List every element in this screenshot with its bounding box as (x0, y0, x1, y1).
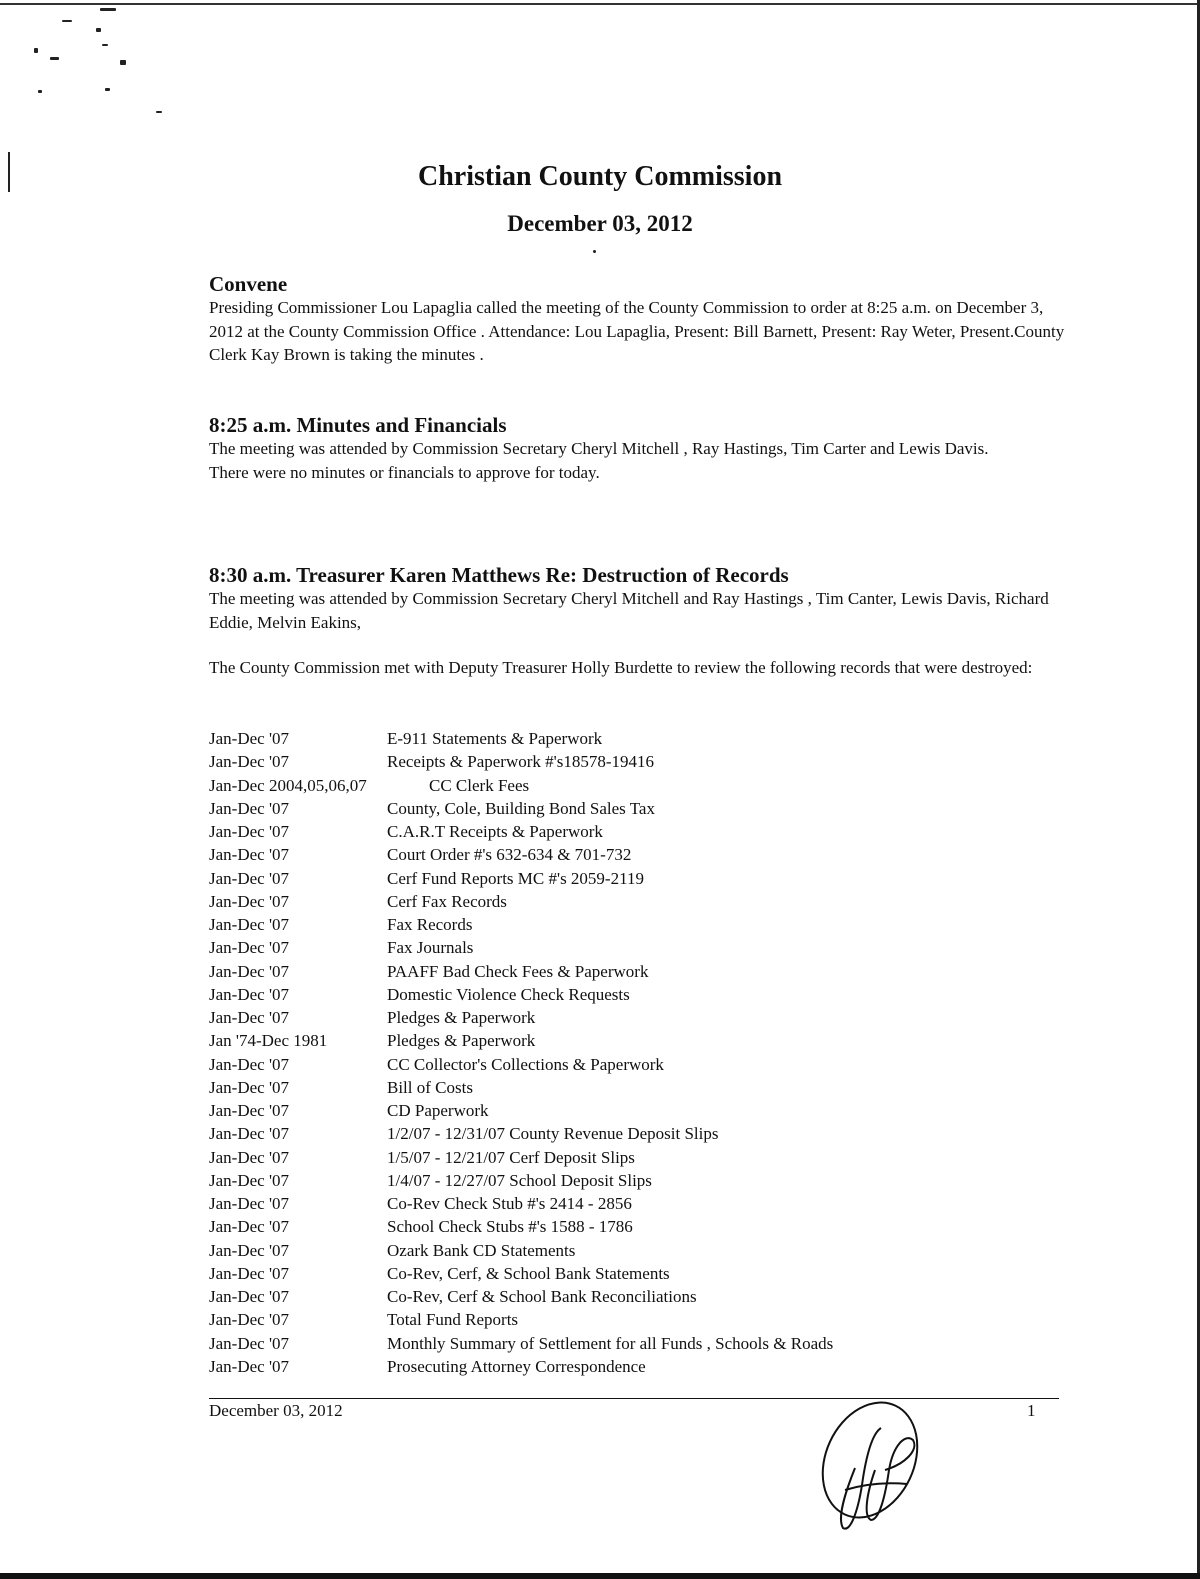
record-row (209, 1053, 1069, 1076)
record-row (209, 1215, 1069, 1238)
scan-speck (38, 90, 42, 93)
record-description: Monthly Summary of Settlement for all Funds , Schools & Roads (387, 1333, 834, 1353)
record-row (209, 1146, 1069, 1169)
section-heading: 8:30 a.m. Treasurer Karen Matthews Re: Destruction of Records (209, 563, 789, 587)
record-date: Jan-Dec '07 (209, 984, 290, 1004)
record-description: Ozark Bank CD Statements (387, 1240, 576, 1260)
record-row (209, 820, 1069, 843)
record-date: Jan-Dec '07 (209, 1054, 290, 1074)
record-date: Jan-Dec '07 (209, 1147, 290, 1167)
scan-top-edge (0, 3, 1200, 5)
record-row (209, 1239, 1069, 1262)
scan-speck (105, 88, 110, 91)
section-treasurer (209, 563, 1069, 634)
record-row (209, 1076, 1069, 1099)
record-description: Co-Rev Check Stub #'s 2414 - 2856 (387, 1194, 632, 1213)
record-description: Co-Rev, Cerf, & School Bank Statements (387, 1263, 670, 1283)
record-row (209, 890, 1069, 913)
record-row (209, 1308, 1069, 1331)
record-description: School Check Stubs #'s 1588 - 1786 (387, 1217, 633, 1237)
record-description: 1/4/07 - 12/27/07 School Deposit Slips (387, 1170, 652, 1190)
record-description: CC Collector's Collections & Paperwork (387, 1054, 664, 1074)
record-description: 1/5/07 - 12/21/07 Cerf Deposit Slips (387, 1147, 635, 1167)
record-date: Jan-Dec '07 (209, 891, 290, 911)
record-date: Jan '74-Dec 1981 (209, 1031, 328, 1051)
record-date: Jan-Dec '07 (209, 1101, 290, 1120)
footer-date: December 03, 2012 (209, 1401, 343, 1420)
record-row (209, 1355, 1069, 1378)
document-date: December 03, 2012 (507, 211, 693, 236)
record-date: Jan-Dec '07 (209, 1263, 290, 1283)
section-body: The meeting was attended by Commission Secretary Cheryl Mitchell , Ray Hastings, Tim Carter and Lewis Davis. (209, 439, 989, 458)
record-description: Prosecuting Attorney Correspondence (387, 1356, 646, 1376)
destroyed-records-list (209, 727, 1069, 1378)
record-description: Domestic Violence Check Requests (387, 984, 630, 1004)
record-description: 1/2/07 - 12/31/07 County Revenue Deposit Slips (387, 1124, 719, 1144)
record-row (209, 727, 1069, 750)
records-intro: The County Commission met with Deputy Treasurer Holly Burdette to review the following records that were destroyed: (209, 658, 1033, 677)
section-minutes-financials (209, 413, 1069, 484)
record-date: Jan-Dec '07 (209, 1077, 290, 1097)
record-date: Jan-Dec 2004,05,06,07 (209, 775, 367, 795)
record-row (209, 1099, 1069, 1122)
record-description: Co-Rev, Cerf & School Bank Reconciliations (387, 1287, 697, 1306)
scan-speck (120, 60, 126, 65)
section-heading: 8:25 a.m. Minutes and Financials (209, 413, 507, 437)
record-description: Cerf Fund Reports MC #'s 2059-2119 (387, 868, 644, 888)
record-row (209, 1029, 1069, 1052)
record-date: Jan-Dec '07 (209, 1194, 290, 1213)
record-row (209, 774, 1069, 797)
record-date: Jan-Dec '07 (209, 798, 290, 818)
scan-speck (102, 44, 108, 46)
record-date: Jan-Dec '07 (209, 729, 290, 748)
record-row (209, 1192, 1069, 1215)
section-body: Presiding Commissioner Lou Lapaglia called the meeting of the County Commission to order at 8:25 a.m. on December 3, 2012 at the County Commission Office . Attendance: Lou Lapaglia, Present: Bill Barnett, Present: Ray Weter, Present.County Clerk Kay Brown is taking the minutes . (209, 298, 1065, 364)
scan-speck (34, 48, 38, 53)
record-row (209, 797, 1069, 820)
record-date: Jan-Dec '07 (209, 915, 290, 934)
record-date: Jan-Dec '07 (209, 1356, 290, 1376)
record-row (209, 1122, 1069, 1145)
record-date: Jan-Dec '07 (209, 1008, 290, 1027)
record-description: Fax Records (387, 915, 473, 934)
footer-rule (209, 1398, 1059, 1399)
record-date: Jan-Dec '07 (209, 1310, 290, 1330)
record-row (209, 843, 1069, 866)
record-row (209, 867, 1069, 890)
record-date: Jan-Dec '07 (209, 845, 290, 865)
page-number: 1 (1027, 1401, 1036, 1420)
scan-speck (156, 111, 162, 113)
record-date: Jan-Dec '07 (209, 868, 290, 888)
section-convene (209, 272, 1069, 367)
record-description: Receipts & Paperwork #'s18578-19416 (387, 752, 654, 772)
scan-speck (96, 28, 101, 32)
record-date: Jan-Dec '07 (209, 752, 290, 772)
record-description: E-911 Statements & Paperwork (387, 729, 603, 748)
handwritten-initials-icon (815, 1398, 925, 1548)
record-date: Jan-Dec '07 (209, 1217, 290, 1237)
record-description: C.A.R.T Receipts & Paperwork (387, 822, 603, 841)
record-date: Jan-Dec '07 (209, 938, 290, 958)
scan-bottom-edge (0, 1573, 1200, 1579)
record-row (209, 1169, 1069, 1192)
record-description: Total Fund Reports (387, 1310, 519, 1330)
record-description: Pledges & Paperwork (387, 1031, 536, 1051)
section-body: The meeting was attended by Commission Secretary Cheryl Mitchell and Ray Hastings , Tim Canter, Lewis Davis, Richard Eddie, Melvin Eakins, (209, 589, 1049, 632)
scan-speck (62, 20, 72, 22)
record-row (209, 913, 1069, 936)
record-description: CD Paperwork (387, 1101, 489, 1120)
document-title: Christian County Commission (417, 161, 783, 192)
record-date: Jan-Dec '07 (209, 1124, 290, 1144)
scan-speck (100, 8, 116, 11)
record-description: Court Order #'s 632-634 & 701-732 (387, 845, 632, 865)
record-description: Cerf Fax Records (387, 891, 507, 911)
record-row (209, 936, 1069, 959)
scan-speck (50, 57, 59, 60)
record-row (209, 960, 1069, 983)
record-date: Jan-Dec '07 (209, 822, 290, 841)
record-row (209, 983, 1069, 1006)
record-row (209, 1332, 1069, 1355)
record-description: Bill of Costs (387, 1077, 473, 1097)
record-description: CC Clerk Fees (429, 775, 530, 795)
record-row (209, 1285, 1069, 1308)
record-date: Jan-Dec '07 (209, 1240, 290, 1260)
record-description: Fax Journals (387, 938, 474, 958)
record-row (209, 1262, 1069, 1285)
record-date: Jan-Dec '07 (209, 1333, 290, 1353)
record-date: Jan-Dec '07 (209, 1287, 290, 1306)
section-body: There were no minutes or financials to approve for today. (209, 462, 600, 482)
record-row (209, 750, 1069, 773)
scan-dot (593, 250, 596, 253)
record-description: Pledges & Paperwork (387, 1008, 536, 1027)
record-date: Jan-Dec '07 (209, 1170, 290, 1190)
section-heading: Convene (209, 272, 288, 296)
record-row (209, 1006, 1069, 1029)
record-description: County, Cole, Building Bond Sales Tax (387, 798, 655, 818)
record-description: PAAFF Bad Check Fees & Paperwork (387, 961, 649, 981)
record-date: Jan-Dec '07 (209, 961, 290, 981)
